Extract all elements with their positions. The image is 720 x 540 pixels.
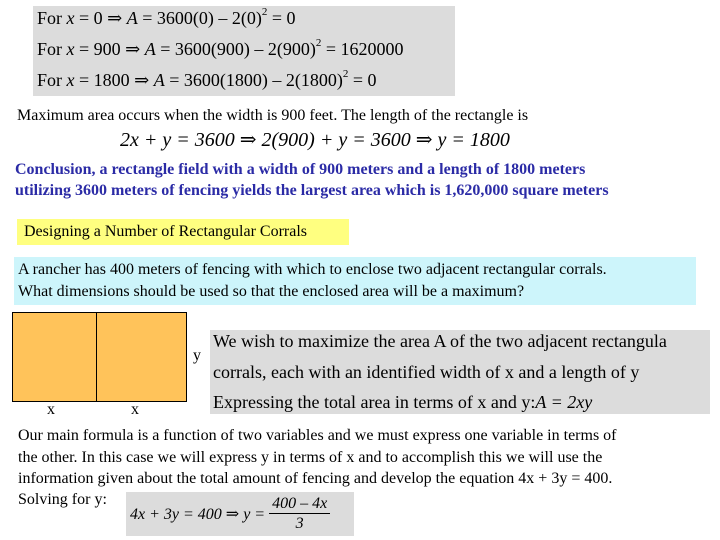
equals-sign: =: [79, 70, 90, 90]
area-result: = 1620000: [325, 39, 404, 59]
x-value: 0: [93, 8, 103, 28]
equation-line-2: [37, 39, 404, 60]
problem-box: [14, 257, 696, 305]
area-expression: 3600(0) – 2(0): [156, 8, 262, 28]
equals-sign: =: [160, 39, 171, 59]
implies-symbol: ⇒: [107, 8, 123, 28]
equation-box: [33, 6, 455, 96]
area-expression: 3600(1800) – 2(1800): [183, 70, 343, 90]
exponent: 2: [261, 6, 268, 18]
exponent: 2: [342, 68, 349, 80]
area-result: = 0: [271, 8, 296, 28]
x-value: 900: [93, 39, 121, 59]
area-expression: 3600(900) – 2(900): [174, 39, 316, 59]
var-a: A: [144, 39, 156, 59]
equals-sign: =: [79, 39, 90, 59]
max-area-text: Maximum area occurs when the width is 900 feet. The length of the rectangle is: [17, 107, 529, 124]
var-x: x: [66, 8, 75, 28]
main-paragraph-line-1: Our main formula is a function of two variables and we must express one variable in terms of: [18, 427, 617, 444]
diagram-label-x-right: x: [131, 401, 139, 418]
total-area-text: Expressing the total area in terms of x and y:: [213, 392, 536, 412]
corral-left: [12, 312, 97, 402]
maximize-line-1: We wish to maximize the area A of the two adjacent rectangula: [213, 331, 667, 351]
fraction-numerator: 400 – 4x: [269, 495, 330, 514]
equation-line-1: [37, 8, 296, 29]
fraction-denominator: 3: [295, 514, 304, 532]
maximize-line-2: corrals, each with an identified width of x and a length of y: [213, 362, 640, 382]
maximize-line-3: [213, 392, 592, 413]
main-paragraph-line-3: information given about the total amount of fencing and develop the equation 4x + 3y = 400.: [18, 470, 613, 487]
equals-sign: =: [142, 8, 153, 28]
solve-lhs: 4x + 3y = 400 ⇒ y =: [130, 506, 266, 523]
length-equation: 2x + y = 3600 ⇒ 2(900) + y = 3600 ⇒ y = 1800: [120, 129, 510, 151]
for-label: For: [37, 39, 63, 59]
solve-fraction: [269, 495, 330, 534]
section-title: Designing a Number of Rectangular Corrals: [17, 219, 349, 245]
var-x: x: [66, 70, 75, 90]
total-area-formula: A = 2xy: [535, 392, 593, 412]
for-label: For: [37, 8, 63, 28]
var-x: x: [66, 39, 75, 59]
solve-equation: [130, 492, 330, 536]
implies-symbol: ⇒: [134, 70, 150, 90]
equals-sign: =: [169, 70, 180, 90]
corral-right: [96, 312, 187, 402]
main-paragraph-line-2: the other. In this case we will express y in terms of x and to accomplish this we will use the: [18, 449, 603, 466]
problem-line-1: A rancher has 400 meters of fencing with which to enclose two adjacent rectangular corrals.: [18, 261, 607, 278]
equals-sign: =: [79, 8, 90, 28]
problem-line-2: What dimensions should be used so that the enclosed area will be a maximum?: [18, 283, 525, 300]
var-a: A: [153, 70, 165, 90]
diagram-label-y: y: [193, 347, 201, 364]
conclusion-line-1: Conclusion, a rectangle field with a width of 900 meters and a length of 1800 meters: [15, 161, 586, 178]
x-value: 1800: [93, 70, 130, 90]
for-label: For: [37, 70, 63, 90]
equation-line-3: [37, 70, 377, 91]
solve-equation-box: [126, 492, 354, 536]
solving-label: Solving for y:: [18, 491, 107, 508]
maximize-box: [210, 330, 710, 414]
exponent: 2: [315, 37, 322, 49]
diagram-label-x-left: x: [47, 401, 55, 418]
conclusion-line-2: utilizing 3600 meters of fencing yields the largest area which is 1,620,000 square meters: [15, 182, 609, 199]
implies-symbol: ⇒: [125, 39, 141, 59]
var-a: A: [126, 8, 138, 28]
area-result: = 0: [352, 70, 377, 90]
